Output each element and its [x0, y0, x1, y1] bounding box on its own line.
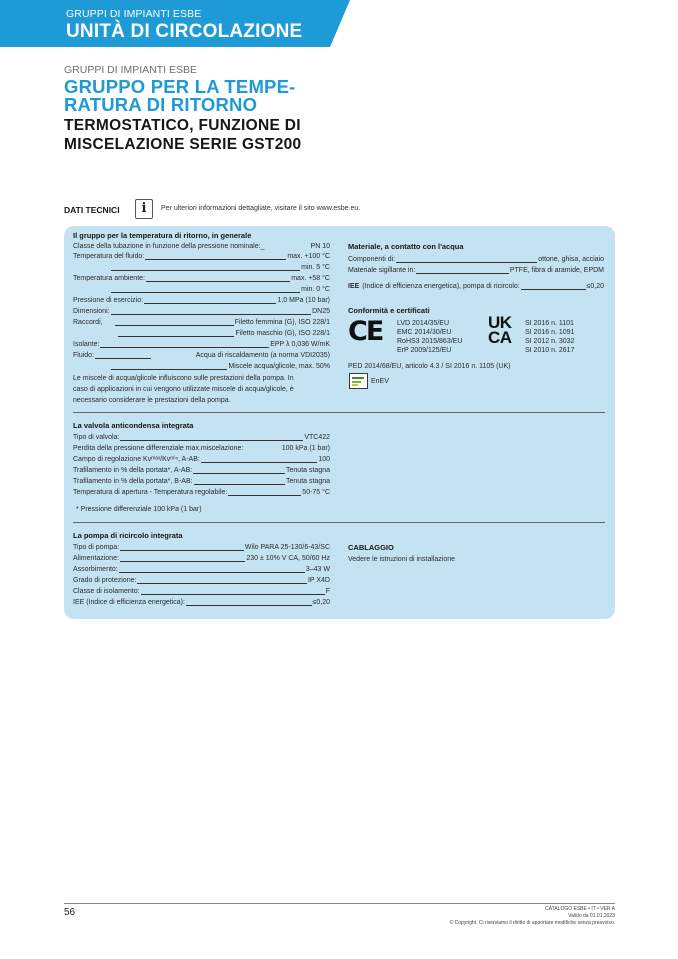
- header-title: UNITÀ DI CIRCOLAZIONE: [66, 21, 303, 42]
- dim-value: DN25: [312, 308, 330, 315]
- components-label: Componenti di:: [348, 256, 396, 263]
- info-icon: i: [135, 199, 153, 219]
- seal-value: PTFE, fibra di aramide, EPDM: [509, 267, 604, 274]
- class-label: Classe della tubazione in funzione della pressione nominale:_: [73, 243, 265, 250]
- wiring-heading: CABLAGGIO: [348, 543, 394, 552]
- header-category: GRUPPI DI IMPIANTI ESBE: [66, 8, 202, 20]
- pump-insul-value: F: [325, 588, 330, 595]
- fluid-temp-min: min. 5 °C: [301, 264, 330, 271]
- dim-label: Dimensioni:: [73, 308, 110, 315]
- general-note-2: caso di applicazioni in cui vengono utilizzate miscele di acqua/glicole, è: [73, 386, 294, 393]
- ukca-line-4: SI 2010 n. 2617: [525, 347, 575, 354]
- enev-logo-icon: [349, 373, 368, 389]
- valve-open-value: 50-75 °C: [302, 489, 330, 496]
- row-pressure: [73, 297, 330, 306]
- footer-catalog: CATALOGO ESBE • IT • VER A: [545, 906, 615, 912]
- row-ambient-min: [110, 286, 330, 295]
- product-title-line2: RATURA DI RITORNO: [64, 93, 258, 115]
- ce-line-4: ErP 2009/125/EU: [397, 347, 452, 354]
- pump-type-value: Wilo PARA 25-130/6-43/SC: [244, 544, 330, 551]
- section-divider: [73, 412, 605, 413]
- valve-loss-value: 100 kPa (1 bar): [281, 445, 330, 452]
- row-pump-power: [73, 555, 330, 564]
- ce-line-1: LVD 2014/35/EU: [397, 320, 450, 327]
- header-banner: [0, 0, 350, 47]
- pump-insul-label: Classe di isolamento:: [73, 588, 140, 595]
- footer-divider: [64, 903, 615, 904]
- pump-ip-label: Grado di protezione:: [73, 577, 137, 584]
- ukca-line-3: SI 2012 n. 3032: [525, 338, 575, 345]
- class-value: PN 10: [310, 243, 330, 250]
- row-seal: [348, 267, 604, 276]
- ambient-min: min. 0 °C: [301, 286, 330, 293]
- general-heading: Il gruppo per la temperatura di ritorno, in generale: [73, 231, 252, 240]
- section-divider: [73, 522, 605, 523]
- valve-footnote: * Pressione differenziale 100 kPa (1 bar): [76, 506, 202, 513]
- pump-heading: La pompa di ricircolo integrata: [73, 531, 183, 540]
- general-note-3: necessario considerare le prestazioni della pompa.: [73, 397, 231, 404]
- row-components: [348, 256, 604, 265]
- valve-loss-label: Perdita della pressione differenziale max.miscelazione:: [73, 445, 244, 452]
- ambient-max: max. +58 °C: [291, 275, 330, 282]
- fluid-temp-label: Temperatura del fluido:: [73, 253, 145, 260]
- fluid-value1: Acqua di riscaldamento (a norma VDI2035): [195, 352, 330, 359]
- row-fluid-2: [110, 363, 330, 372]
- product-category: GRUPPI DI IMPIANTI ESBE: [64, 64, 198, 76]
- iee-material-value: ≤0,20: [586, 283, 604, 290]
- row-fluid-temp-max: [73, 253, 330, 262]
- pump-iee-label: IEE (Indice di efficienza energetica):: [73, 599, 185, 606]
- row-pump-absorb: [73, 566, 330, 575]
- row-valve-range: [73, 456, 330, 465]
- product-title: [64, 78, 296, 113]
- cert-heading: Conformità e certificati: [348, 306, 430, 315]
- fittings-male: Filetto maschio (G), ISO 228/1: [235, 330, 330, 337]
- ce-mark-icon: CE: [348, 316, 383, 347]
- pump-ip-value: IP X4D: [307, 577, 330, 584]
- insul-label: Isolante:: [73, 341, 100, 348]
- ambient-label: Temperatura ambiente:: [73, 275, 145, 282]
- fittings-female: Filetto femmina (G), ISO 228/1: [234, 319, 330, 326]
- iee-material-bold: IEE: [348, 283, 360, 290]
- fluid-value2: Miscele acqua/glicole, max. 50%: [228, 363, 330, 370]
- valve-type-value: VTC422: [304, 434, 330, 441]
- seal-label: Materiale sigillante in:: [348, 267, 416, 274]
- pump-type-label: Tipo di pompa:: [73, 544, 120, 551]
- dati-tecnici-label: DATI TECNICI: [64, 205, 120, 215]
- row-pump-insul: [73, 588, 330, 597]
- valve-leak-a-value: Tenuta stagna: [286, 467, 330, 474]
- pressure-value: 1,0 MPa (10 bar): [277, 297, 330, 304]
- row-valve-loss: [73, 445, 330, 454]
- row-valve-open: [73, 489, 330, 498]
- valve-open-label: Temperatura di apertura - Temperatura regolabile:: [73, 489, 228, 496]
- row-dimensions: [73, 308, 330, 317]
- footer-valid: Valido da 01.01.2023: [568, 913, 615, 919]
- row-fittings-male: [117, 330, 330, 339]
- valve-range-label: Campo di regolazione Kvᵐᵃˣ/Kvᵐⁱⁿ, A-AB:: [73, 456, 200, 463]
- components-value: ottone, ghisa, acciaio: [538, 256, 604, 263]
- pump-iee-value: ≤0,20: [312, 599, 330, 606]
- pump-absorb-value: 3–43 W: [305, 566, 330, 573]
- row-pump-type: [73, 544, 330, 553]
- info-text: Per ulteriori informazioni dettagliate, visitare il sito www.esbe.eu.: [161, 205, 361, 212]
- pump-power-label: Alimentazione:: [73, 555, 119, 562]
- general-note-1: Le miscele di acqua/glicole influiscono sulle prestazioni della pompa. In: [73, 375, 294, 382]
- product-subtitle-line1: TERMOSTATICO, FUNZIONE DI: [64, 117, 301, 134]
- row-fittings-female: [73, 319, 330, 328]
- page-number: 56: [64, 907, 76, 918]
- product-subtitle: [64, 117, 301, 154]
- valve-leak-a-label: Trafilamento in % della portata*, A-AB:: [73, 467, 193, 474]
- row-fluid-temp-min: [110, 264, 330, 273]
- ped-text: PED 2014/68/EU, articolo 4.3 / SI 2016 n. 1105 (UK): [348, 363, 511, 370]
- ukca-line-1: SI 2016 n. 1101: [525, 320, 574, 327]
- ce-line-3: RoHS3 2015/863/EU: [397, 338, 463, 345]
- fittings-label: Raccordi,: [73, 319, 103, 326]
- footer-copyright: © Copyright. Ci riserviamo il diritto di apportare modifiche senza preavviso.: [449, 920, 615, 926]
- ukca-mark-icon: UK CA: [488, 313, 512, 347]
- fluid-label: Fluido:: [73, 352, 95, 359]
- wiring-text: Vedere le istruzioni di installazione: [348, 556, 456, 563]
- row-iee-material: [348, 283, 604, 292]
- material-heading: Materiale, a contatto con l'acqua: [348, 242, 464, 251]
- row-valve-type: [73, 434, 330, 443]
- row-class: [73, 243, 330, 252]
- row-pump-iee: [73, 599, 330, 608]
- row-fluid: [73, 352, 330, 361]
- valve-leak-b-label: Trafilamento in % della portata*, B-AB:: [73, 478, 193, 485]
- pump-absorb-label: Assorbimento:: [73, 566, 118, 573]
- fluid-temp-max: max. +100 °C: [287, 253, 330, 260]
- row-valve-leak-b: [73, 478, 330, 487]
- product-title-line1: GRUPPO PER LA TEMPE-: [64, 76, 296, 97]
- enev-label: EnEV: [371, 378, 389, 385]
- ukca-line-2: SI 2016 n. 1091: [525, 329, 575, 336]
- valve-leak-b-value: Tenuta stagna: [286, 478, 330, 485]
- pressure-label: Pressione di esercizio:: [73, 297, 144, 304]
- row-valve-leak-a: [73, 467, 330, 476]
- row-pump-ip: [73, 577, 330, 586]
- product-subtitle-line2: MISCELAZIONE SERIE GST200: [64, 135, 302, 153]
- insul-value: EPP λ 0,036 W/mK: [270, 341, 330, 348]
- row-insulation: [73, 341, 330, 350]
- valve-type-label: Tipo di valvola:: [73, 434, 120, 441]
- valve-range-value: 100: [318, 456, 330, 463]
- row-ambient-max: [73, 275, 330, 284]
- iee-material-label: (Indice di efficienza energetica), pompa di ricircolo:: [362, 283, 520, 290]
- ce-line-2: EMC 2014/30/EU: [397, 329, 452, 336]
- valve-heading: La valvola anticondensa integrata: [73, 421, 194, 430]
- pump-power-value: 230 ± 10% V CA, 50/60 Hz: [246, 555, 330, 562]
